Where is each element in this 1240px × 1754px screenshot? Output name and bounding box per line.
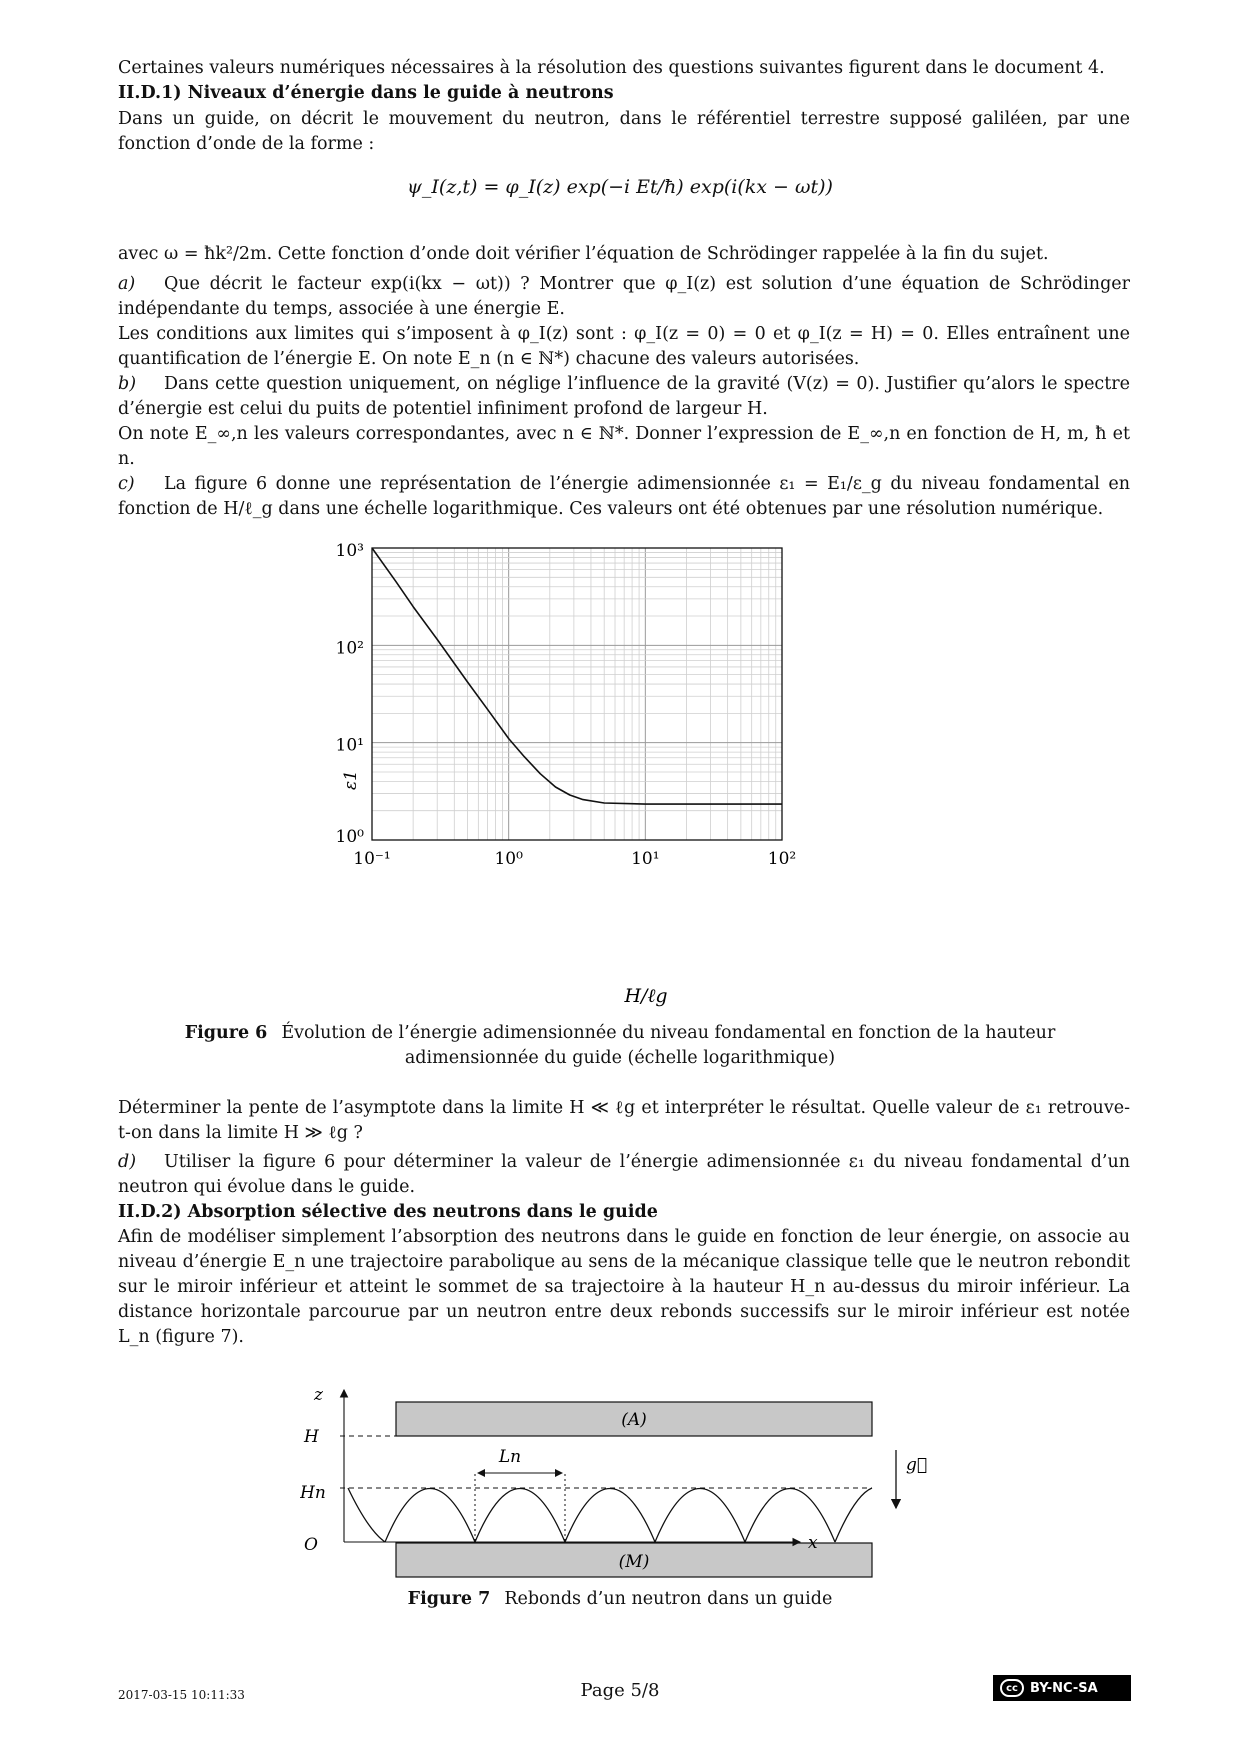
chart-y-axis-label: ε1 — [341, 770, 361, 790]
upper-mirror-label: (A) — [621, 1410, 647, 1430]
paragraph-omega: avec ω = ħk²/2m. Cette fonction d’onde doit vérifier l’équation de Schrödinger rappelée à la fin du sujet. — [118, 244, 1049, 264]
chart-x-axis-label: H/ℓg — [624, 985, 668, 1007]
section-heading-2: II.D.2) Absorption sélective des neutrons dans le guide — [118, 1202, 658, 1222]
figure-6-caption-line-1: Évolution de l’énergie adimensionnée du niveau fondamental en fonction de la hauteur — [281, 1023, 1056, 1043]
figure-7-label: Figure 7 — [407, 1589, 491, 1609]
question-a-label: a) — [118, 274, 136, 294]
lower-mirror-label: (M) — [618, 1552, 650, 1572]
figure-6-caption-line-2: adimensionnée du guide (échelle logarithmique) — [404, 1048, 836, 1068]
section-heading-1: II.D.1) Niveaux d’énergie dans le guide à neutrons — [118, 83, 614, 103]
y-tick-label: 10¹ — [335, 735, 364, 756]
license-badge — [993, 1675, 1131, 1701]
license-text: BY-NC-SA — [1030, 1680, 1098, 1696]
paragraph-infinite-well: On note E_∞,n les valeurs correspondantes, avec n ∈ ℕ*. Donner l’expression de E_∞,n en fonction de H, m, ħ et n. — [118, 424, 1130, 469]
x-axis-label: x — [808, 1533, 818, 1553]
figure-7-caption — [150, 1587, 1090, 1612]
chart-tick-labels — [336, 541, 797, 869]
question-b-label: b) — [118, 374, 137, 394]
gravity-label: g⃗ — [906, 1455, 928, 1475]
question-d-label: d) — [118, 1152, 137, 1172]
question-a-text: Que décrit le facteur exp(i(kx − ωt)) ? Montrer que φ_I(z) est solution d’une équation de Schrödinger indépendante du temps, associée à une énergie E. — [118, 274, 1130, 319]
figure-7-diagram — [300, 1380, 950, 1580]
figure-6-label: Figure 6 — [184, 1023, 268, 1043]
cc-icon: cc — [1000, 1679, 1024, 1697]
y-tick-label: 10² — [335, 638, 364, 659]
question-d — [118, 1150, 1130, 1200]
plot-frame — [372, 548, 782, 840]
hn-label: Hn — [300, 1483, 326, 1503]
question-b-text: Dans cette question uniquement, on néglige l’influence de la gravité (V(z) = 0). Justifier qu’alors le spectre d’énergie est celui du puits de potentiel infiniment profond de largeur H. — [118, 374, 1130, 419]
x-tick-label: 10⁰ — [494, 849, 523, 869]
question-c-label: c) — [118, 474, 135, 494]
z-axis-label: z — [314, 1385, 323, 1405]
x-tick-label: 10¹ — [631, 849, 660, 869]
ln-label: Ln — [498, 1447, 522, 1467]
figure-6-caption — [150, 1021, 1090, 1071]
footer-timestamp: 2017-03-15 10:11:33 — [118, 1688, 245, 1702]
figure-7-caption-text: Rebonds d’un neutron dans un guide — [504, 1589, 833, 1609]
neutron-trajectory — [348, 1488, 872, 1542]
y-tick-label: 10³ — [335, 541, 364, 561]
paragraph-1: Dans un guide, on décrit le mouvement du neutron, dans le référentiel terrestre supposé galiléen, par une fonction d’onde de la forme : — [118, 109, 1130, 154]
paragraph-asymptote: Déterminer la pente de l’asymptote dans la limite H ≪ ℓg et interpréter le résultat. Quelle valeur de ε₁ retrouve-t-on dans la limite H ≫ ℓg ? — [118, 1098, 1130, 1143]
equation-wavefunction: ψ_I(z,t) = φ_I(z) exp(−i Et/ħ) exp(i(kx − ωt)) — [407, 176, 833, 198]
origin-label: O — [304, 1535, 318, 1555]
question-c-text: La figure 6 donne une représentation de l’énergie adimensionnée ε₁ = E₁/ε_g du niveau fondamental en fonction de H/ℓ_g dans une échelle logarithmique. Ces valeurs ont été obtenues par une résolution numérique. — [118, 474, 1130, 519]
h-label: H — [304, 1427, 319, 1447]
paragraph-boundary: Les conditions aux limites qui s’imposent à φ_I(z) sont : φ_I(z = 0) = 0 et φ_I(z = H) = 0. Elles entraînent une quantification de l’énergie E. On note E_n (n ∈ ℕ*) chacune des valeurs autorisées. — [118, 324, 1130, 369]
chart-grid — [372, 548, 782, 840]
y-tick-label: 10⁰ — [335, 827, 364, 847]
question-d-text: Utiliser la figure 6 pour déterminer la valeur de l’énergie adimensionnée ε₁ du niveau fondamental d’un neutron qui évolue dans le guide. — [118, 1152, 1130, 1197]
x-tick-label: 10² — [767, 849, 797, 869]
intro-paragraph: Certaines valeurs numériques nécessaires à la résolution des questions suivantes figurent dans le document 4. — [118, 58, 1105, 78]
x-tick-label: 10⁻¹ — [353, 849, 391, 869]
paragraph-absorption: Afin de modéliser simplement l’absorption des neutrons dans le guide en fonction de leur énergie, on associe au niveau d’énergie E_n une trajectoire parabolique au sens de la mécanique classique telle que le neutron rebondit sur le miroir inférieur et atteint le sommet de sa trajectoire à la hauteur H_n au-dessus du miroir inférieur. La distance horizontale parcourue par un neutron entre deux rebonds successifs sur le miroir inférieur est notée L_n (figure 7). — [118, 1227, 1130, 1347]
footer-page-number: Page 5/8 — [580, 1680, 660, 1701]
